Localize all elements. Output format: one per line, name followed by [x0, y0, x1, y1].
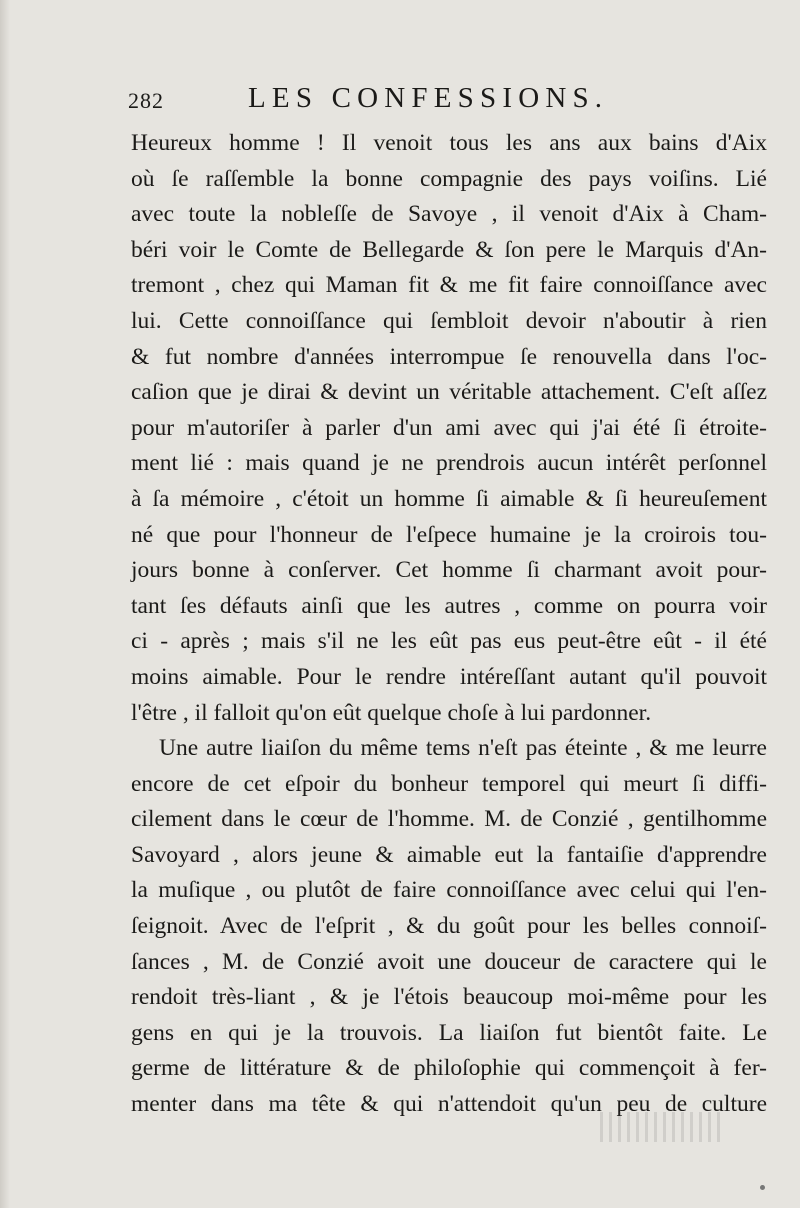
text-line: avec toute la nobleſſe de Savoye , il venoit d'Aix à Cham- [131, 201, 767, 228]
running-title: LES CONFESSIONS. [248, 82, 609, 114]
paragraph-1 [131, 126, 767, 731]
paragraph-2 [131, 731, 767, 1123]
text-line: ment lié : mais quand je ne prendrois aucun intérêt perſonnel [131, 450, 767, 477]
text-line: la muſique , ou plutôt de faire connoiſſance avec celui qui l'en- [131, 877, 767, 904]
page-header [128, 82, 768, 122]
text-line: ſeignoit. Avec de l'eſprit , & du goût pour les belles connoiſ- [131, 913, 767, 940]
text-line: pour m'autoriſer à parler d'un ami avec qui j'ai été ſi étroite- [131, 414, 767, 441]
text-line: moins aimable. Pour le rendre intéreſſant autant qu'il pouvoit [131, 663, 767, 690]
text-line: cilement dans le cœur de l'homme. M. de Conzié , gentilhomme [131, 806, 767, 833]
text-line: gens en qui je la trouvois. La liaiſon fut bientôt faite. Le [131, 1019, 767, 1046]
text-line: Une autre liaiſon du même tems n'eſt pas éteinte , & me leurre [159, 735, 767, 762]
text-line: & fut nombre d'années interrompue ſe renouvella dans l'oc- [131, 343, 767, 370]
text-line: rendoit très-liant , & je l'étois beaucoup moi-même pour les [131, 984, 767, 1011]
text-line: à ſa mémoire , c'étoit un homme ſi aimable & ſi heureuſement [131, 485, 767, 512]
text-line: jours bonne à conſerver. Cet homme ſi charmant avoit pour- [131, 557, 767, 584]
page-gutter [0, 0, 10, 1208]
text-line: germe de littérature & de philoſophie qui commençoit à fer- [131, 1055, 767, 1082]
ink-bleed-through [600, 1112, 720, 1142]
paper-speck [760, 1185, 765, 1190]
text-line: l'être , il falloit qu'on eût quelque choſe à lui pardonner. [131, 699, 652, 726]
text-line: lui. Cette connoiſſance qui ſembloit devoir n'aboutir à rien [131, 307, 767, 334]
text-line: ci - après ; mais s'il ne les eût pas eus peut-être eût - il été [131, 628, 767, 655]
text-line: ſances , M. de Conzié avoit une douceur de caractere qui le [131, 948, 767, 975]
text-line: tremont , chez qui Maman fit & me fit faire connoiſſance avec [131, 272, 767, 299]
text-line: Heureux homme ! Il venoit tous les ans aux bains d'Aix [131, 130, 767, 156]
text-line: encore de cet eſpoir du bonheur temporel qui meurt ſi diffi- [131, 770, 767, 797]
text-line: tant ſes défauts ainſi que les autres , comme on pourra voir [131, 592, 767, 619]
text-line: Savoyard , alors jeune & aimable eut la fantaiſie d'apprendre [131, 841, 767, 868]
text-line: caſion que je dirai & devint un véritable attachement. C'eſt aſſez [131, 379, 767, 406]
text-line: né que pour l'honneur de l'eſpece humaine je la croirois tou- [131, 521, 767, 548]
text-line: menter dans ma tête & qui n'attendoit qu'un peu de culture [131, 1091, 767, 1118]
text-line: béri voir le Comte de Bellegarde & ſon pere le Marquis d'An- [131, 236, 767, 263]
text-line: où ſe raſſemble la bonne compagnie des pays voiſins. Lié [131, 165, 767, 192]
body-text [131, 126, 767, 1123]
page-number: 282 [128, 88, 164, 113]
